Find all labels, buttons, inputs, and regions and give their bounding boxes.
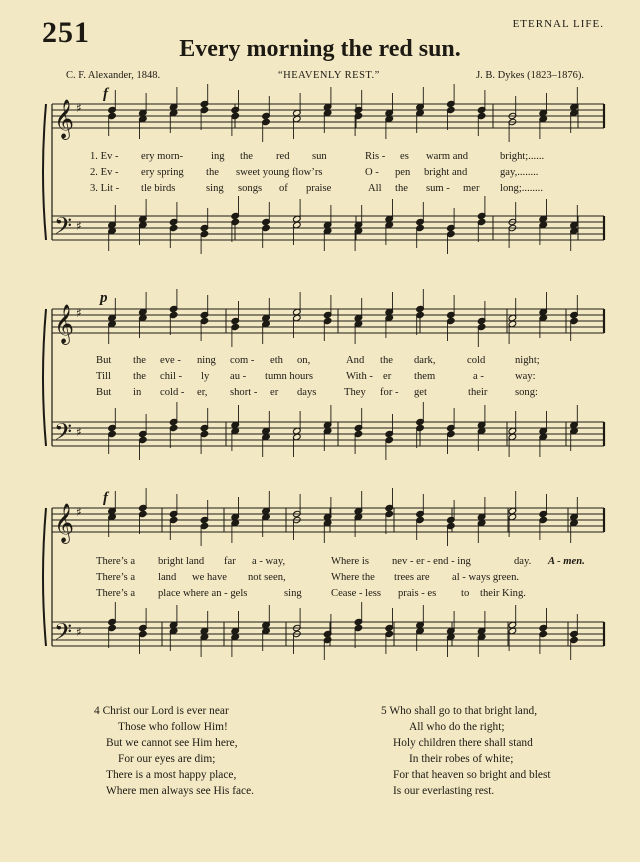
lyric-syllable: the [206,167,219,178]
lyric-syllable: ning [197,355,216,366]
hymn-title: Every morning the red sun. [179,36,461,62]
lyric-syllable: eve - [160,355,181,366]
bass-clef-icon: 𝄢 [54,212,73,245]
lyric-syllable: prais - es [398,588,437,599]
lyric-syllable: Cease - less [331,588,382,599]
lyric-syllable: But [96,355,112,366]
brace [43,508,46,646]
lyric-syllable: ery spring [141,167,184,178]
lyric-syllable: eth [270,355,283,366]
lyric-syllable: Where the [331,572,375,583]
stanza-line: There is a most happy place, [106,769,237,781]
lyric-syllable: tumn hours [265,371,313,382]
lyric-syllable: the [133,371,146,382]
lyric-syllable: bright and [424,167,468,178]
lyric-syllable: Where is [331,556,369,567]
lyric-syllable: way: [515,371,536,382]
dynamic-marking: p [100,290,108,306]
lyric-syllable: short - [230,387,258,398]
lyric-syllable: All [368,183,382,194]
lyric-syllable: the [380,355,393,366]
bass-clef-icon: 𝄢 [54,618,73,651]
lyric-syllable: them [414,371,436,382]
stanza-text: Christ our Lord is ever near [102,705,229,717]
stanza-line: All who do the right; [409,721,505,733]
lyric-syllable: tle birds [141,183,176,194]
lyric-syllable: sweet young flow’rs [236,167,323,178]
sharp-icon: ♯ [76,625,82,639]
lyric-syllable: O - [365,167,379,178]
stanza-line: In their robes of white; [409,753,514,765]
sharp-icon: ♯ [76,101,82,115]
lyric-syllable: far [224,556,236,567]
tune-name: “HEAVENLY REST.” [278,70,380,81]
lyric-syllable: But [96,387,112,398]
lyric-syllable: a - [473,371,484,382]
lyric-syllable: chil - [160,371,183,382]
lyric-syllable: es [400,151,409,162]
stanza-line: Holy children there shall stand [393,737,533,749]
bass-clef-icon: 𝄢 [54,418,73,451]
stanza-line: For our eyes are dim; [118,753,216,765]
stanza-number: 4 [94,705,100,717]
lyric-syllable: not seen, [248,572,286,583]
treble-clef-icon: 𝄞 [54,304,75,344]
brace [43,104,46,240]
lyric-syllable: their [468,387,488,398]
lyric-syllable: bright;...... [500,151,545,162]
lyric-syllable: Till [96,371,111,382]
lyric-syllable: There’s a [96,572,136,583]
stanza-line [381,703,551,719]
lyric-syllable: nev - er - end - ing [392,556,471,567]
author-credit: C. F. Alexander, 1848. [66,70,161,81]
lyric-syllable: sun [312,151,327,162]
amen-text: A - men. [548,556,585,567]
lyric-syllable: al - ways green. [452,572,520,583]
lyric-syllable: of [279,183,288,194]
lyric-syllable: com - [230,355,255,366]
lyric-syllable: sum - [426,183,450,194]
lyric-syllable: ing [211,151,225,162]
section-label: ETERNAL LIFE. [512,18,604,30]
lyric-syllable: Ris - [365,151,386,162]
lyric-syllable: au - [230,371,247,382]
brace [43,309,46,446]
sharp-icon: ♯ [76,425,82,439]
lyric-syllable: dark, [414,355,436,366]
lyric-syllable: the [240,151,253,162]
lyric-syllable: their King. [480,588,526,599]
lyric-syllable: get [414,387,427,398]
lyric-syllable: 3. Lit - [90,183,120,194]
lyric-syllable: And [346,355,365,366]
lyric-syllable: gay,........ [500,167,539,178]
stanza-text: Who shall go to that bright land, [389,705,538,717]
dynamic-marking: f [103,86,108,102]
stanza-5 [381,703,551,799]
lyric-syllable: er [270,387,279,398]
lyric-syllable: song: [515,387,538,398]
lyric-syllable: ly [201,371,210,382]
lyric-syllable: place where an - gels [158,588,248,599]
lyric-syllable: They [344,387,366,398]
lyric-syllable: the [395,183,408,194]
lyric-syllable: we have [192,572,227,583]
stanza-4 [94,703,254,799]
stanza-line: Those who follow Him! [118,721,228,733]
treble-clef-icon: 𝄞 [54,99,75,139]
lyric-syllable: a - way, [252,556,286,567]
lyric-syllable: days [297,387,317,398]
lyric-syllable: 2. Ev - [90,167,119,178]
lyric-syllable: er [383,371,392,382]
lyric-syllable: praise [306,183,332,194]
lyric-syllable: bright land [158,556,205,567]
lyric-syllable: night; [515,355,540,366]
lyric-syllable: sing [206,183,224,194]
lyric-syllable: sing [284,588,302,599]
lyric-syllable: cold - [160,387,185,398]
lyric-syllable: songs [238,183,263,194]
lyric-syllable: ery morn- [141,151,184,162]
lyric-syllable: trees are [394,572,430,583]
lyric-syllable: land [158,572,177,583]
stanza-line: For that heaven so bright and blest [393,769,551,781]
lyric-syllable: With - [346,371,373,382]
lyric-syllable: er, [197,387,208,398]
lyric-syllable: 1. Ev - [90,151,119,162]
treble-clef-icon: 𝄞 [54,503,75,543]
lyric-syllable: in [133,387,142,398]
lyric-syllable: red [276,151,290,162]
lyric-syllable: pen [395,167,411,178]
lyric-syllable: There’s a [96,588,136,599]
stanza-number: 5 [381,705,387,717]
stanza-line: But we cannot see Him here, [106,737,238,749]
lyric-syllable: day. [514,556,532,567]
lyric-syllable: for - [380,387,399,398]
dynamic-marking: f [103,490,108,506]
lyric-syllable: long;........ [500,183,543,194]
lyric-syllable: the [133,355,146,366]
lyric-syllable: warm and [426,151,469,162]
lyric-syllable: mer [463,183,480,194]
composer-credit: J. B. Dykes (1823–1876). [476,70,584,81]
sharp-icon: ♯ [76,306,82,320]
hymn-number: 251 [42,16,90,49]
stanza-line: Where men always see His face. [106,785,255,797]
stanza-line [94,703,254,719]
lyric-syllable: on, [297,355,311,366]
lyric-syllable: to [461,588,470,599]
lyric-syllable: cold [467,355,486,366]
stanza-line: Is our everlasting rest. [393,785,495,797]
lyric-syllable: There’s a [96,556,136,567]
sharp-icon: ♯ [76,505,82,519]
sharp-icon: ♯ [76,219,82,233]
